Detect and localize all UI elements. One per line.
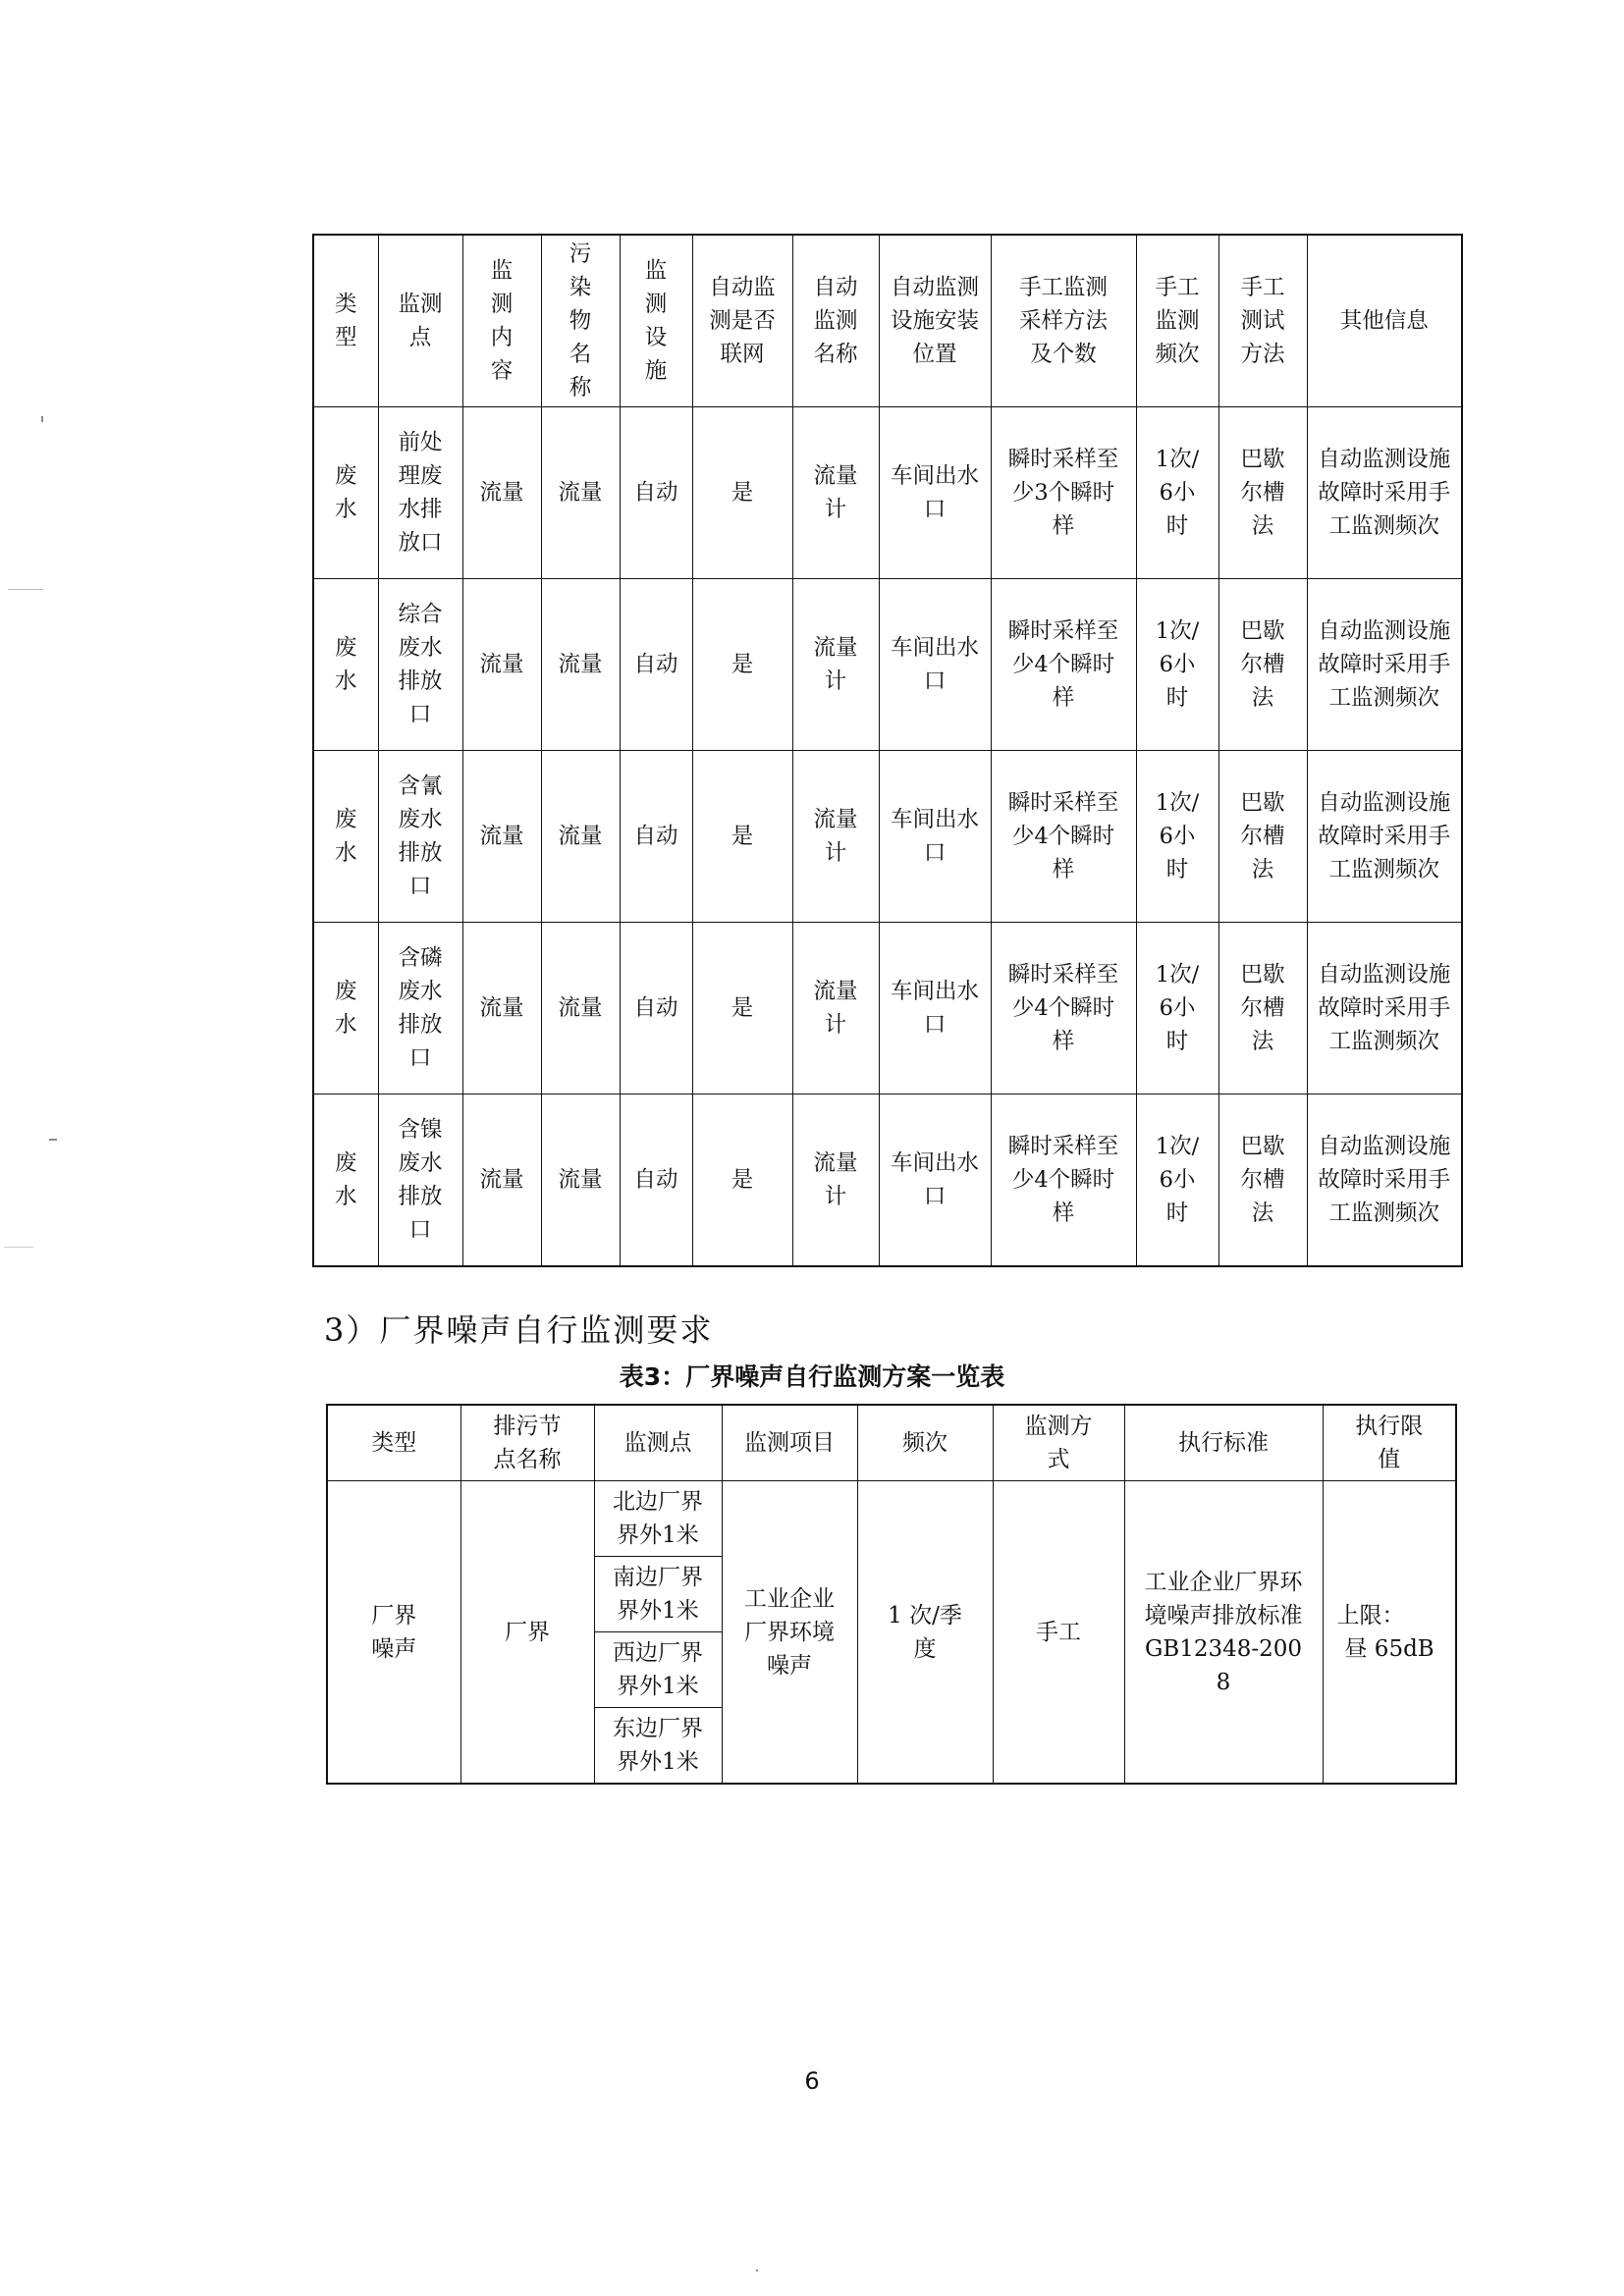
cell-other-info: 自动监测设施故障时采用手工监测频次 — [1307, 579, 1462, 751]
cell-standard: 工业企业厂界环境噪声排放标准 GB12348-2008 — [1124, 1481, 1323, 1785]
cell-facility: 自动 — [620, 579, 692, 751]
table-header-row — [327, 1405, 1456, 1481]
cell-other-info: 自动监测设施故障时采用手工监测频次 — [1307, 1095, 1462, 1267]
cell-type: 厂界噪声 — [327, 1481, 460, 1785]
header-cell: 自动监测名称 — [792, 235, 879, 407]
limit-label: 上限： — [1336, 1602, 1405, 1629]
cell-method: 手工 — [993, 1481, 1124, 1785]
cell-content: 流量 — [462, 1095, 541, 1267]
cell-auto-name: 流量计 — [792, 579, 879, 751]
cell-sampling-method: 瞬时采样至少4个瞬时样 — [991, 751, 1136, 923]
monitoring-table — [312, 234, 1463, 1267]
header-cell: 监测设施 — [620, 235, 692, 407]
cell-install-location: 车间出水口 — [879, 751, 991, 923]
table-row — [327, 1481, 1456, 1557]
header-cell: 自动监测是否联网 — [692, 235, 792, 407]
scan-speck — [41, 416, 43, 422]
limit-value: 昼 65dB — [1344, 1635, 1435, 1662]
cell-type: 废水 — [313, 923, 378, 1095]
cell-monitoring-point: 含镍废水排放口 — [378, 1095, 462, 1267]
cell-auto-name: 流量计 — [792, 1095, 879, 1267]
cell-monitoring-point: 南边厂界界外1米 — [594, 1557, 722, 1632]
cell-networked: 是 — [692, 923, 792, 1095]
cell-monitoring-point: 前处理废水排放口 — [378, 407, 462, 579]
cell-frequency: 1次/6小时 — [1136, 407, 1218, 579]
header-cell: 执行标准 — [1124, 1405, 1323, 1481]
cell-pollutant: 流量 — [541, 923, 620, 1095]
cell-other-info: 自动监测设施故障时采用手工监测频次 — [1307, 407, 1462, 579]
header-cell: 类型 — [327, 1405, 460, 1481]
cell-pollutant: 流量 — [541, 1095, 620, 1267]
cell-limit — [1323, 1481, 1456, 1785]
cell-content: 流量 — [462, 923, 541, 1095]
cell-frequency: 1 次/季度 — [857, 1481, 993, 1785]
cell-sampling-method: 瞬时采样至少3个瞬时样 — [991, 407, 1136, 579]
scan-speck — [8, 589, 43, 590]
table-row — [313, 579, 1462, 751]
cell-content: 流量 — [462, 407, 541, 579]
cell-auto-name: 流量计 — [792, 407, 879, 579]
cell-content: 流量 — [462, 579, 541, 751]
cell-facility: 自动 — [620, 751, 692, 923]
cell-install-location: 车间出水口 — [879, 407, 991, 579]
cell-sampling-method: 瞬时采样至少4个瞬时样 — [991, 923, 1136, 1095]
cell-type: 废水 — [313, 579, 378, 751]
cell-content: 流量 — [462, 751, 541, 923]
header-cell: 污染物名称 — [541, 235, 620, 407]
cell-monitoring-point: 北边厂界界外1米 — [594, 1481, 722, 1557]
cell-type: 废水 — [313, 1095, 378, 1267]
cell-networked: 是 — [692, 1095, 792, 1267]
cell-sampling-method: 瞬时采样至少4个瞬时样 — [991, 1095, 1136, 1267]
header-cell: 手工监测采样方法及个数 — [991, 235, 1136, 407]
noise-monitoring-table — [326, 1404, 1457, 1785]
header-cell: 监测点 — [594, 1405, 722, 1481]
page-number: 6 — [804, 2067, 820, 2095]
cell-node: 厂界 — [460, 1481, 594, 1785]
header-cell: 自动监测设施安装位置 — [879, 235, 991, 407]
header-cell: 监测方式 — [993, 1405, 1124, 1481]
cell-test-method: 巴歇尔槽法 — [1218, 579, 1307, 751]
header-cell: 手工测试方法 — [1218, 235, 1307, 407]
header-cell: 监测点 — [378, 235, 462, 407]
cell-facility: 自动 — [620, 407, 692, 579]
cell-test-method: 巴歇尔槽法 — [1218, 751, 1307, 923]
scan-speck — [756, 2269, 758, 2271]
scan-speck — [4, 1247, 33, 1248]
cell-install-location: 车间出水口 — [879, 579, 991, 751]
cell-monitoring-point: 东边厂界界外1米 — [594, 1708, 722, 1785]
header-cell: 排污节点名称 — [460, 1405, 594, 1481]
cell-monitoring-point: 含氰废水排放口 — [378, 751, 462, 923]
cell-pollutant: 流量 — [541, 579, 620, 751]
cell-networked: 是 — [692, 579, 792, 751]
cell-auto-name: 流量计 — [792, 923, 879, 1095]
header-cell: 执行限值 — [1323, 1405, 1456, 1481]
table-caption: 表3：厂界噪声自行监测方案一览表 — [619, 1362, 1005, 1391]
cell-monitoring-point: 综合废水排放口 — [378, 579, 462, 751]
cell-networked: 是 — [692, 751, 792, 923]
cell-test-method: 巴歇尔槽法 — [1218, 407, 1307, 579]
table-header-row — [313, 235, 1462, 407]
scan-speck — [49, 1139, 57, 1141]
cell-frequency: 1次/6小时 — [1136, 751, 1218, 923]
header-cell: 监测内容 — [462, 235, 541, 407]
header-cell: 手工监测频次 — [1136, 235, 1218, 407]
cell-pollutant: 流量 — [541, 407, 620, 579]
cell-frequency: 1次/6小时 — [1136, 579, 1218, 751]
cell-facility: 自动 — [620, 1095, 692, 1267]
cell-networked: 是 — [692, 407, 792, 579]
table-row — [313, 1095, 1462, 1267]
cell-pollutant: 流量 — [541, 751, 620, 923]
cell-install-location: 车间出水口 — [879, 923, 991, 1095]
table-row — [313, 923, 1462, 1095]
cell-monitoring-point: 含磷废水排放口 — [378, 923, 462, 1095]
cell-monitoring-point: 西边厂界界外1米 — [594, 1632, 722, 1708]
header-cell: 频次 — [857, 1405, 993, 1481]
cell-type: 废水 — [313, 751, 378, 923]
cell-sampling-method: 瞬时采样至少4个瞬时样 — [991, 579, 1136, 751]
cell-auto-name: 流量计 — [792, 751, 879, 923]
cell-frequency: 1次/6小时 — [1136, 923, 1218, 1095]
cell-facility: 自动 — [620, 923, 692, 1095]
cell-install-location: 车间出水口 — [879, 1095, 991, 1267]
header-cell: 类型 — [313, 235, 378, 407]
table-row — [313, 751, 1462, 923]
table-row — [313, 407, 1462, 579]
cell-other-info: 自动监测设施故障时采用手工监测频次 — [1307, 923, 1462, 1095]
header-cell: 监测项目 — [722, 1405, 857, 1481]
cell-frequency: 1次/6小时 — [1136, 1095, 1218, 1267]
cell-test-method: 巴歇尔槽法 — [1218, 1095, 1307, 1267]
cell-monitoring-item: 工业企业厂界环境噪声 — [722, 1481, 857, 1785]
header-cell: 其他信息 — [1307, 235, 1462, 407]
cell-test-method: 巴歇尔槽法 — [1218, 923, 1307, 1095]
cell-type: 废水 — [313, 407, 378, 579]
cell-other-info: 自动监测设施故障时采用手工监测频次 — [1307, 751, 1462, 923]
section-heading: 3）厂界噪声自行监测要求 — [324, 1311, 714, 1349]
